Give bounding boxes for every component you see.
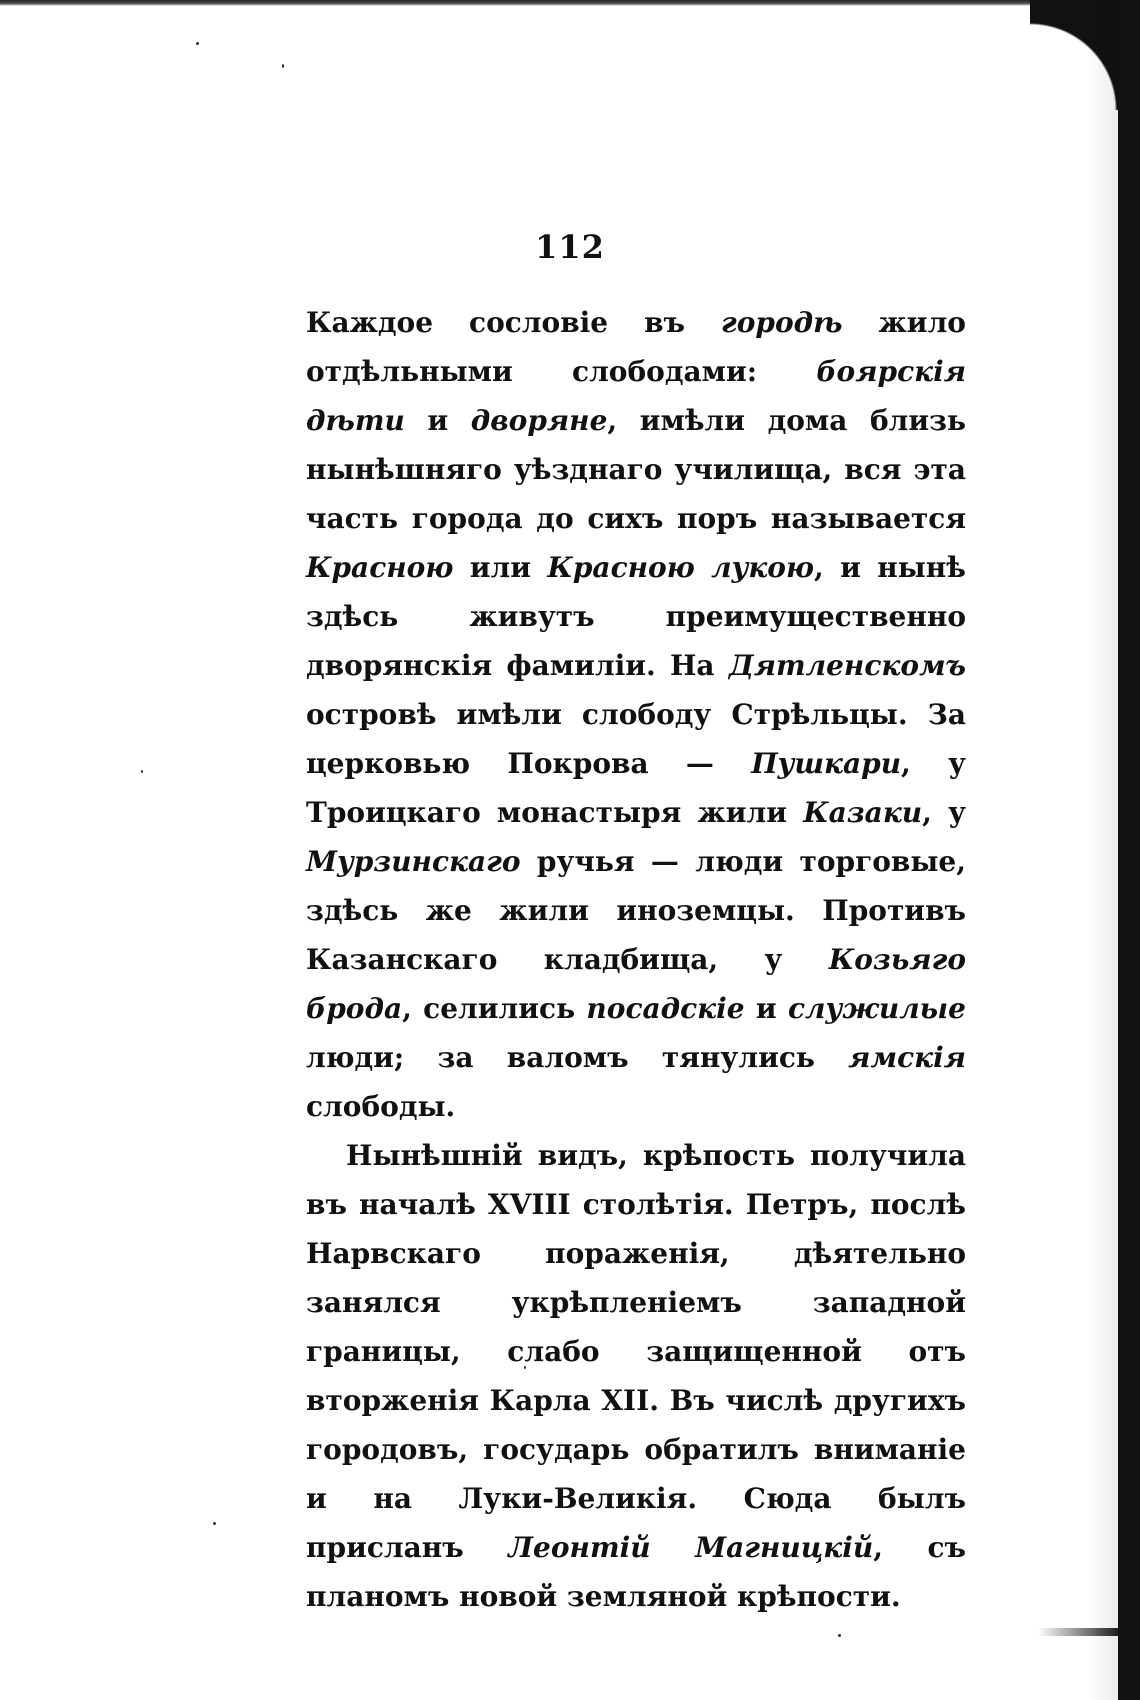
italic-text-run: служилые <box>787 992 966 1025</box>
italic-text-run: дворяне <box>470 404 608 437</box>
text-run: Нынѣшній видъ, крѣпость получила въ началѣ XVIII столѣтія. Петръ, послѣ Нарвскаго пораженія, дѣятельно занялся укрѣпленіемъ западной границы, слабо защищенной отъ вторженія Карла XII. Въ числѣ другихъ городовъ, государь обратилъ вниманіе и на Луки-Великія. Сюда былъ присланъ <box>306 1139 966 1564</box>
text-run: и <box>744 992 788 1025</box>
text-run: ручья — люди торговые, здѣсь же жили иноземцы. Противъ Казанскаго кладбища, у <box>306 845 966 976</box>
text-run: островѣ имѣли слободу Стрѣльцы. За церковью Покрова — <box>306 698 966 780</box>
italic-text-run: Красною лукою <box>547 551 815 584</box>
dust-speck <box>282 64 284 68</box>
text-run: слободы. <box>306 1090 456 1123</box>
text-run: , съ планомъ новой земляной крѣпости. <box>306 1531 966 1613</box>
italic-text-run: Пушкари <box>751 747 902 780</box>
page-number: 112 <box>535 228 605 266</box>
text-run: , у <box>922 796 966 829</box>
scan-bottom-mark <box>1038 1628 1118 1636</box>
page-body <box>306 298 966 1621</box>
italic-text-run: боярскія дѣти <box>306 355 966 437</box>
text-run: Каждое сословіе въ <box>306 306 721 339</box>
text-run: или <box>453 551 548 584</box>
text-run: , имѣли дома близь нынѣшняго уѣзднаго училища, вся эта часть города до сихъ поръ называется <box>306 404 967 535</box>
italic-text-run: Мурзинскаго <box>306 845 521 878</box>
text-run: , селились <box>402 992 587 1025</box>
italic-text-run: Дятленскомъ <box>728 649 966 682</box>
dust-speck <box>838 1634 841 1637</box>
italic-text-run: посадскіе <box>586 992 745 1025</box>
text-run: жило отдѣльными слободами: <box>306 306 966 388</box>
italic-text-run: Казаки <box>803 796 923 829</box>
text-run: люди; за валомъ тянулись <box>306 1041 849 1074</box>
italic-text-run: Леонтій Магницкій <box>508 1531 874 1564</box>
text-run: и <box>404 404 471 437</box>
paragraph <box>306 298 966 1131</box>
dust-speck <box>196 42 199 45</box>
text-run: , и нынѣ здѣсь живутъ преимущественно дворянскія фамиліи. На <box>306 551 966 682</box>
text-run: , у Троицкаго монастыря жили <box>306 747 967 829</box>
italic-text-run: городѣ <box>721 306 843 339</box>
paragraph <box>306 1131 966 1621</box>
italic-text-run: Козьяго брода <box>306 943 966 1025</box>
scan-top-edge <box>0 0 1140 6</box>
italic-text-run: ямскія <box>848 1041 966 1074</box>
dust-speck <box>213 1522 216 1525</box>
dust-speck <box>141 770 143 773</box>
italic-text-run: Красною <box>306 551 454 584</box>
